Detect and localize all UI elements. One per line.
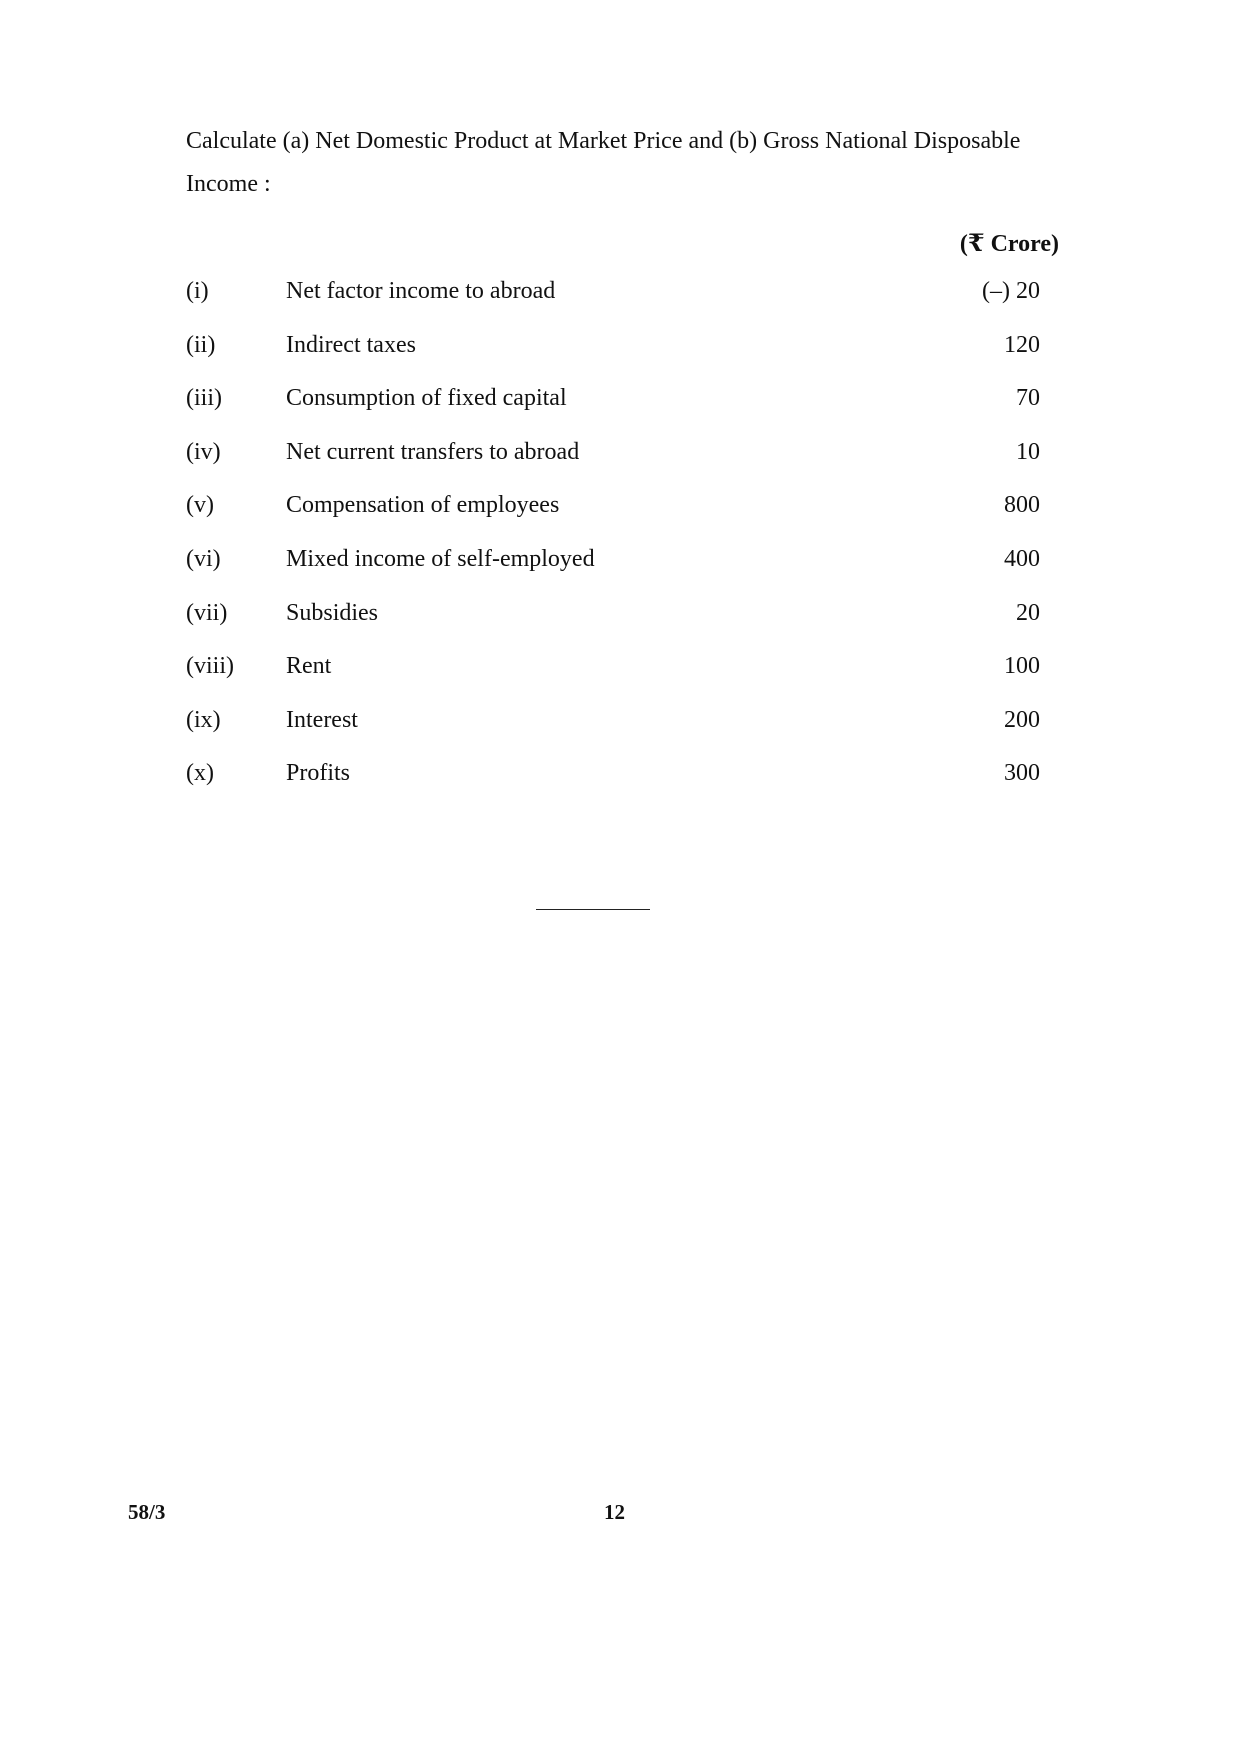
item-value: (–) 20 <box>982 278 1040 304</box>
item-label: Profits <box>286 760 351 787</box>
item-number: (x) <box>186 760 214 787</box>
item-number: (iv) <box>186 438 221 465</box>
item-number: (i) <box>186 278 209 304</box>
item-value: 200 <box>1004 706 1040 733</box>
item-number: (vi) <box>186 545 221 572</box>
list-item <box>186 645 1040 699</box>
item-label: Compensation of employees <box>286 492 560 519</box>
item-number: (viii) <box>186 653 234 680</box>
item-value: 800 <box>1004 492 1040 519</box>
item-number: (ix) <box>186 706 221 733</box>
item-value: 400 <box>1004 545 1040 572</box>
list-item <box>186 484 1040 538</box>
item-label: Subsidies <box>286 599 379 626</box>
list-item <box>186 592 1040 646</box>
item-label: Rent <box>286 653 332 680</box>
list-item <box>186 699 1040 753</box>
item-label: Consumption of fixed capital <box>286 385 567 412</box>
page-number: 12 <box>604 1500 625 1524</box>
item-label: Mixed income of self-employed <box>286 545 595 572</box>
item-value: 20 <box>1016 599 1040 626</box>
question-text: Calculate (a) Net Domestic Product at Market Price and (b) Gross National Disposable Income : <box>186 128 1021 197</box>
end-of-question-divider <box>536 909 650 910</box>
item-label: Indirect taxes <box>286 331 416 358</box>
list-item <box>186 377 1040 431</box>
item-label: Net factor income to abroad <box>286 278 556 304</box>
paper-code: 58/3 <box>128 1500 166 1524</box>
item-value: 100 <box>1004 653 1040 680</box>
item-number: (v) <box>186 492 214 519</box>
item-label: Net current transfers to abroad <box>286 438 580 465</box>
item-value: 70 <box>1016 385 1040 412</box>
list-item <box>186 752 1040 806</box>
list-item <box>186 270 1040 324</box>
items-list <box>186 270 1040 806</box>
item-value: 120 <box>1004 331 1040 358</box>
item-number: (ii) <box>186 331 216 358</box>
item-label: Interest <box>286 706 358 733</box>
list-item <box>186 538 1040 592</box>
list-item <box>186 324 1040 378</box>
item-value: 300 <box>1004 760 1040 787</box>
item-value: 10 <box>1016 438 1040 465</box>
list-item <box>186 431 1040 485</box>
unit-label: (₹ Crore) <box>959 231 1059 257</box>
item-number: (iii) <box>186 385 222 412</box>
item-number: (vii) <box>186 599 228 626</box>
